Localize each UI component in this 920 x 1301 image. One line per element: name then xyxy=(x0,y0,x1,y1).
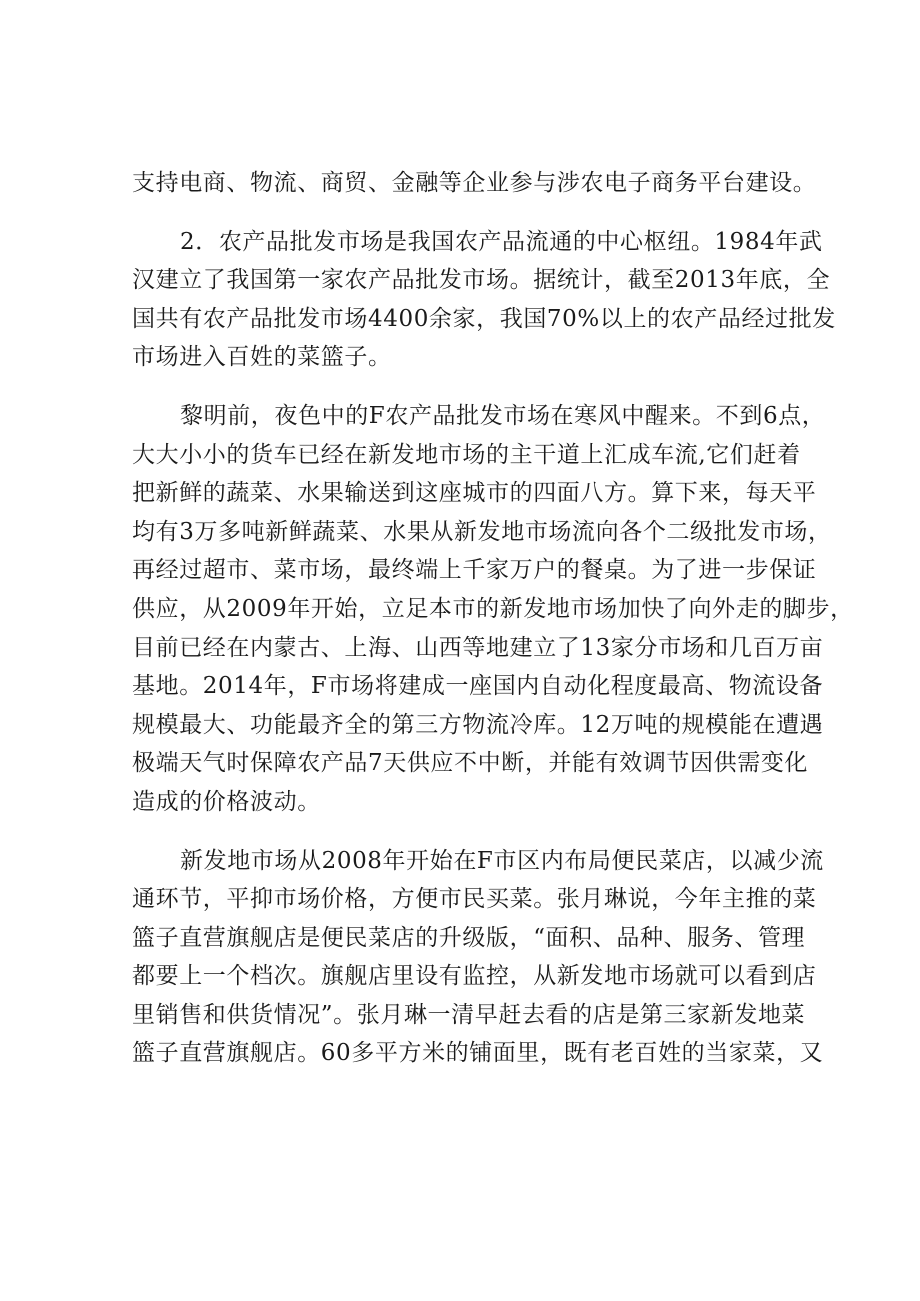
paragraph-line: 均有3万多吨新鲜蔬菜、水果从新发地市场流向各个二级批发市场， xyxy=(132,518,832,545)
paragraph-spacer xyxy=(132,377,796,397)
paragraph-line: 通环节，平抑市场价格，方便市民买菜。张月琳说，今年主推的菜 xyxy=(132,886,817,913)
paragraph-spacer xyxy=(132,822,796,842)
document-body xyxy=(132,164,854,1073)
paragraph-line: 规模最大、功能最齐全的第三方物流冷库。12万吨的规模能在遭遇 xyxy=(132,711,824,738)
paragraph-line: 把新鲜的蔬菜、水果输送到这座城市的四面八方。算下来，每天平 xyxy=(132,480,817,507)
paragraph-line: 支持电商、物流、商贸、金融等企业参与涉农电子商务平台建设。 xyxy=(132,170,817,196)
paragraph-line: 都要上一个档次。旗舰店里设有监控，从新发地市场就可以看到店 xyxy=(132,963,817,990)
paragraph-0 xyxy=(132,164,817,203)
paragraph-line: 极端天气时保障农产品7天供应不中断，并能有效调节因供需变化 xyxy=(132,750,809,777)
paragraph-line: 篮子直营旗舰店是便民菜店的升级版，“面积、品种、服务、管理 xyxy=(132,924,806,951)
paragraph-2 xyxy=(132,397,854,822)
paragraph-3 xyxy=(132,842,824,1074)
paragraph-line: 目前已经在内蒙古、上海、山西等地建立了13家分市场和几百万亩 xyxy=(132,634,824,661)
paragraph-line: 造成的价格波动。 xyxy=(132,788,321,815)
paragraph-line: 供应，从2009年开始，立足本市的新发地市场加快了向外走的脚步， xyxy=(132,595,854,622)
paragraph-line: 大大小小的货车已经在新发地市场的主干道上汇成车流,它们赶着 xyxy=(132,441,801,468)
paragraph-line: 新发地市场从2008年开始在F市区内布局便民菜店，以减少流 xyxy=(180,847,824,874)
paragraph-line: 国共有农产品批发市场4400余家，我国70%以上的农产品经过批发 xyxy=(132,305,836,332)
paragraph-line: 基地。2014年，F市场将建成一座国内自动化程度最高、物流设备 xyxy=(132,673,824,700)
paragraph-line: 篮子直营旗舰店。60多平方米的铺面里，既有老百姓的当家菜，又 xyxy=(132,1040,824,1067)
paragraph-line: 黎明前，夜色中的F农产品批发市场在寒风中醒来。不到6点， xyxy=(180,402,826,429)
paragraph-1 xyxy=(132,223,836,377)
paragraph-line: 汉建立了我国第一家农产品批发市场。据统计，截至2013年底，全 xyxy=(132,267,831,294)
paragraph-spacer xyxy=(132,203,796,223)
paragraph-line: 市场进入百姓的菜篮子。 xyxy=(132,344,392,371)
paragraph-line: 再经过超市、菜市场，最终端上千家万户的餐桌。为了进一步保证 xyxy=(132,557,817,584)
paragraph-line: 2．农产品批发市场是我国农产品流通的中心枢纽。1984年武 xyxy=(180,228,823,255)
paragraph-line: 里销售和供货情况”。张月琳一清早赶去看的店是第三家新发地菜 xyxy=(132,1001,806,1028)
